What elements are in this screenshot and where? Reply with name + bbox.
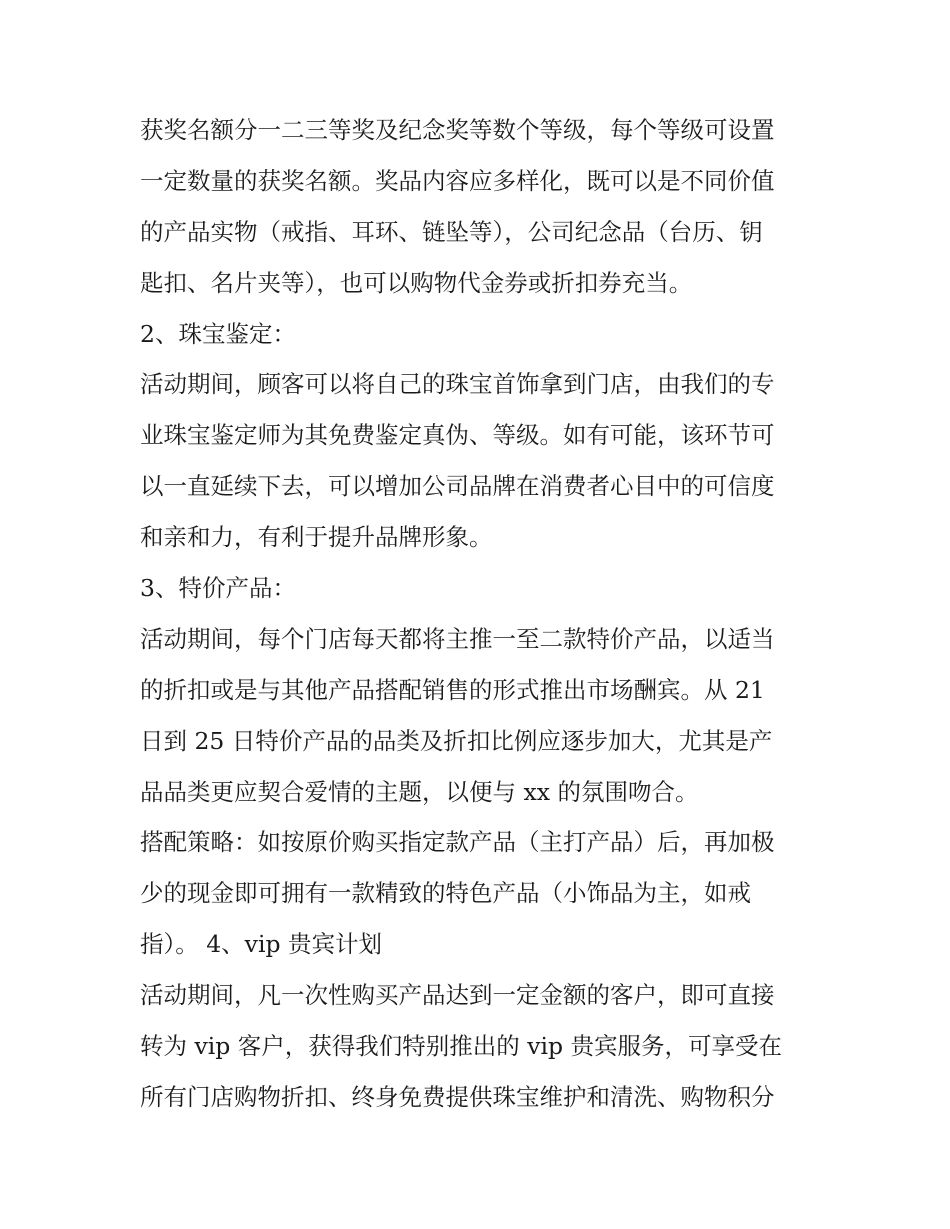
- paragraph-line: 匙扣、名片夹等），也可以购物代金券或折扣券充当。: [140, 268, 693, 297]
- paragraph-line: 少的现金即可拥有一款精致的特色产品（小饰品为主，如戒: [140, 879, 751, 908]
- paragraph-line: 活动期间，凡一次性购买产品达到一定金额的客户，即可直接: [140, 981, 775, 1010]
- paragraph-line: 和亲和力，有利于提升品牌形象。: [140, 523, 493, 552]
- paragraph-line: 一定数量的获奖名额。奖品内容应多样化，既可以是不同价值: [140, 166, 775, 195]
- section-heading-jewelry-appraisal: 2、珠宝鉴定：: [140, 319, 296, 348]
- paragraph-line: 活动期间，每个门店每天都将主推一至二款特价产品，以适当: [140, 624, 775, 653]
- paragraph-line: 日到 25 日特价产品的品类及折扣比例应逐步加大，尤其是产: [140, 726, 773, 755]
- document-body: [140, 105, 812, 1123]
- paragraph-line: 的产品实物（戒指、耳环、链坠等），公司纪念品（台历、钥: [140, 217, 763, 246]
- paragraph-line: 的折扣或是与其他产品搭配销售的形式推出市场酬宾。从 21: [140, 675, 765, 704]
- paragraph-line: 搭配策略：如按原价购买指定款产品（主打产品）后，再加极: [140, 828, 775, 857]
- section-heading-special-products: 3、特价产品：: [140, 574, 296, 603]
- paragraph-line: 业珠宝鉴定师为其免费鉴定真伪、等级。如有可能，该环节可: [140, 421, 775, 450]
- paragraph-line: 指）。 4、vip 贵宾计划: [140, 930, 382, 959]
- paragraph-line: 获奖名额分一二三等奖及纪念奖等数个等级，每个等级可设置: [140, 116, 775, 144]
- paragraph-line: 活动期间，顾客可以将自己的珠宝首饰拿到门店，由我们的专: [140, 370, 775, 399]
- paragraph-line: 所有门店购物折扣、终身免费提供珠宝维护和清洗、购物积分: [140, 1082, 775, 1111]
- paragraph-line: 以一直延续下去，可以增加公司品牌在消费者心目中的可信度: [140, 472, 775, 501]
- paragraph-line: 品品类更应契合爱情的主题，以便与 xx 的氛围吻合。: [140, 777, 699, 806]
- paragraph-line: 转为 vip 客户，获得我们特别推出的 vip 贵宾服务，可享受在: [140, 1032, 783, 1061]
